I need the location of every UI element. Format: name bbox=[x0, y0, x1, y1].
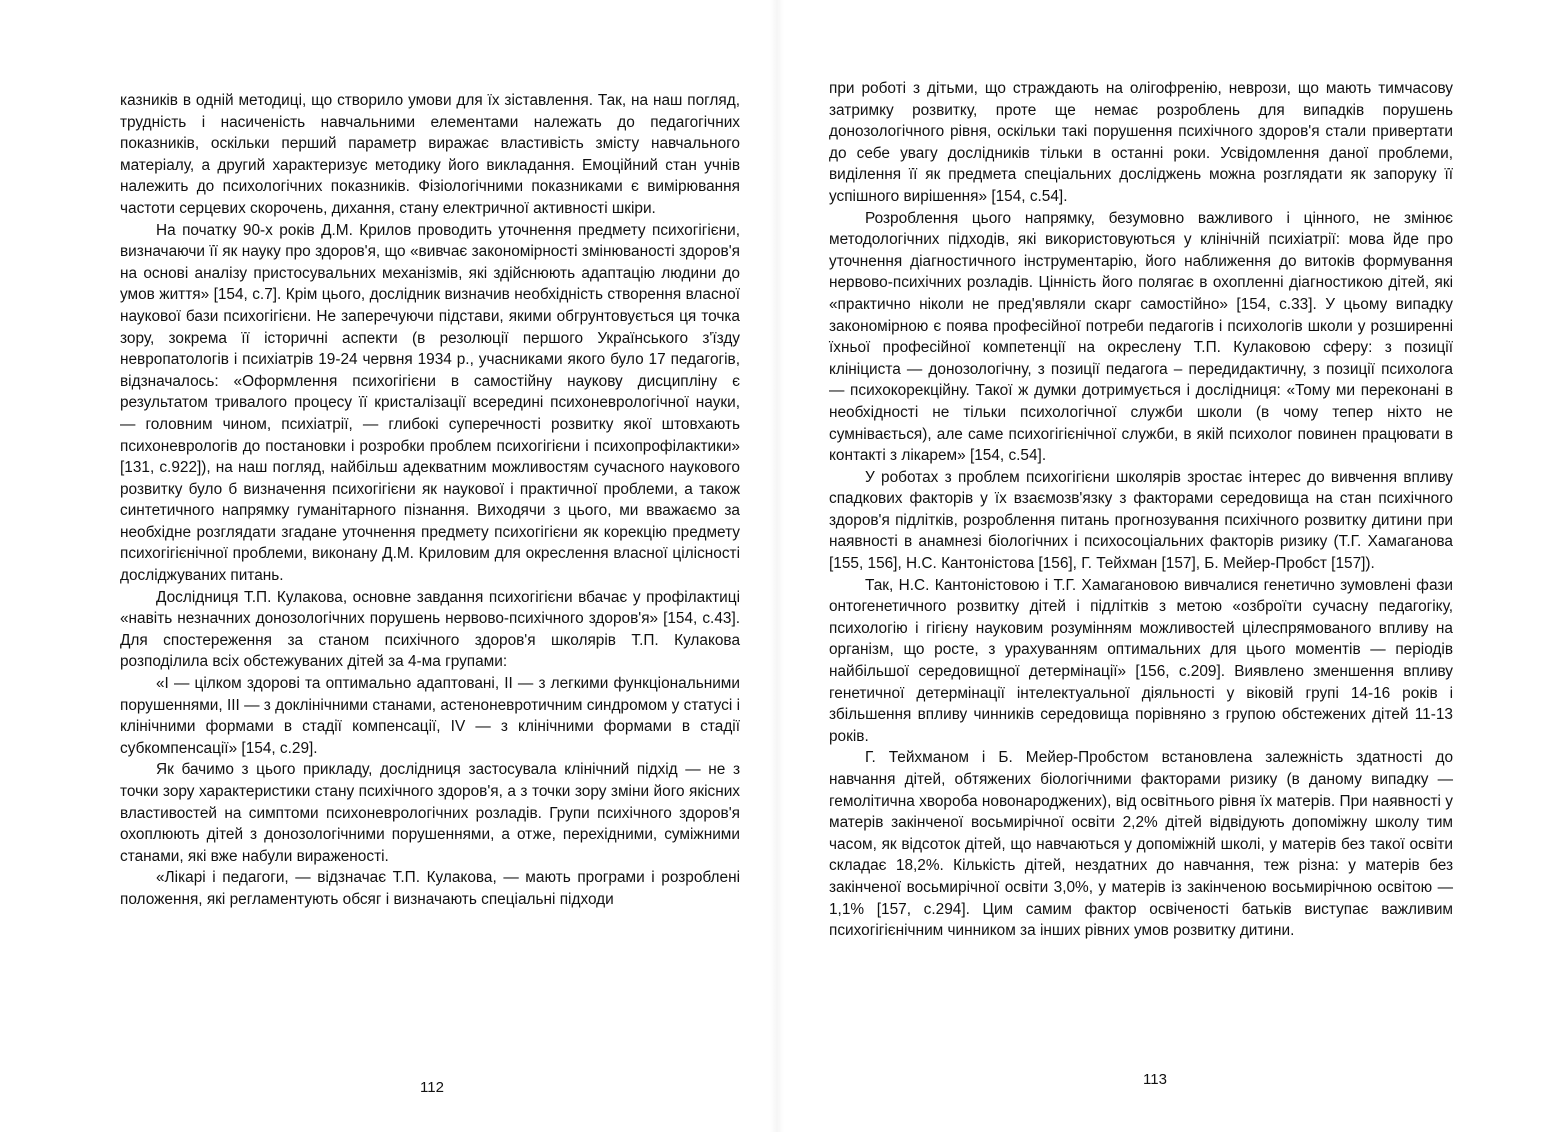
quote-paragraph: «Лікарі і педагоги, — відзначає Т.П. Кулакова, — мають програми і розроблені положення, які регламентують обсяг і визначають спеціальні підходи bbox=[120, 869, 740, 908]
paragraph: У роботах з проблем психогігієни школярів зростає інтерес до вивчення впливу спадкових факторів у їх взаємозв'язку з факторами середовища на стан психічного здоров'я підлітків, розроблення питань прогнозування психічного розвитку дитини при наявності в анамнезі біологічних і психосоціальних факторів ризику (Т.Г. Хамаганова [155, 156], Н.С. Кантоністова [156], Г. Тейхман [157], Б. Мейер-Пробст [157]). bbox=[829, 468, 1453, 573]
paragraph: Як бачимо з цього прикладу, дослідниця застосувала клінічний підхід — не з точки зору характеристики стану психічного здоров'я, а з точки зору зміни його якісних властивостей на симптоми психоневрологічних розладів. Групи психічного здоров'я охоплюють дітей з донозологічними порушеннями, а отже, перехідними, суміжними станами, які вже набули вираженості. bbox=[120, 761, 740, 865]
page-number: 113 bbox=[1143, 1071, 1167, 1088]
right-page bbox=[777, 0, 1554, 1132]
left-page-text bbox=[120, 90, 740, 911]
page-number: 112 bbox=[420, 1079, 444, 1096]
paragraph: Так, Н.С. Кантоністовою і Т.Г. Хамагановою вивчалися генетично зумовлені фази онтогенетичного розвитку дітей і підлітків з метою «озброїти сучасну педагогіку, психологію і гігієну науковим розумінням можливостей цілеспрямованого впливу на організм, що росте, з урахуванням оптимальних для цього моментів — періодів найбільшої середовищної детермінації» [156, с.209]. Виявлено зменшення впливу генетичної детермінації інтелектуальної діяльності у віковій групі 14-16 років і збільшення впливу чинників середовища порівняно з групою обстежених дітей 11-13 років. bbox=[829, 576, 1453, 745]
paragraph: Розроблення цього напрямку, безумовно важливого і цінного, не змінює методологічних підходів, які використовуються у клінічній психіатрії: мова йде про уточнення діагностичного інструментарію, його наближення до витоків формування нервово-психічних розладів. Цінність його полягає в охопленні діагностикою дітей, які «практично ніколи не пред'являли скарг самостійно» [154, с.33]. У цьому випадку закономірною є поява професійної потреби педагогів і психологів школи у розширенні їхньої професійної компетенції на окреслену Т.П. Кулаковою сферу: з позиції клініциста — донозологічну, з позиції педагога – передидактичну, з позиції психолога — психокорекційну. Такої ж думки дотримується і дослідниця: «Тому ми переконані в необхідності не тільки психологічної служби школи (в чому тепер ніхто не сумнівається), але саме психогігієнічної служби, в якій психолог повинен працювати в контакті з лікарем» [154, с.54]. bbox=[829, 209, 1453, 465]
quote-paragraph: «І — цілком здорові та оптимально адаптовані, II — з легкими функціональними порушеннями, III — з доклінічними станами, астеноневротичним синдромом у статусі і клінічними формами в стадії компенсації, IV — з клінічними формами в стадії субкомпенсації» [154, с.29]. bbox=[120, 675, 740, 757]
paragraph: На початку 90-х років Д.М. Крилов проводить уточнення предмету психогігієни, визначаючи її як науку про здоров'я, що «вивчає закономірності змінюваності здоров'я на основі аналізу пристосувальних механізмів, які здійснюють адаптацію людини до умов життя» [154, с.7]. Крім цього, дослідник визначив необхідність створення власної наукової бази психогігієни. Не заперечуючи підстави, якими обгрунтовується ця точка зору, зокрема її історичні аспекти (в резолюції першого Українського з'їзду невропатологів і психіатрів 19-24 червня 1934 р., учасниками якого було 17 педагогів, відзначалось: «Оформлення психогігієни в самостійну наукову дисципліну є результатом тривалого процесу її кристалізації всередині психоневрологічної науки, — головним чином, психіатрії, — глибокі суперечності розвитку якої штовхають психоневрологів до постановки і розробки проблем психогігієни і психопрофілактики» [131, с.922]), на наш погляд, найбільш адекватним можливостям сучасного наукового розвитку було б визначення психогігієни як наукової і практичної проблеми, а також синтетичного напрямку гуманітарного пізнання. Виходячи з цього, ми вважаємо за необхідне розглядати згадане уточнення предмету психогігієни як корекцію предмету психогігієнічної проблеми, виконану Д.М. Криловим для окреслення власної цілісності досліджуваних питань. bbox=[120, 221, 740, 585]
right-page-text bbox=[829, 78, 1453, 942]
paragraph: казників в одній методиці, що створило умови для їх зіставлення. Так, на наш погляд, трудність і насиченість навчальними елементами належать до педагогічних показників, оскільки перший параметр виражає властивість змісту навчального матеріалу, а другий характеризує методику його викладання. Емоційний стан учнів належить до психологічних показників. Фізіологічними показниками є вимірювання частоти серцевих скорочень, дихання, стану електричної активності шкіри. bbox=[120, 92, 740, 217]
paragraph: Дослідниця Т.П. Кулакова, основне завдання психогігієни вбачає у профілактиці «навіть незначних донозологічних порушень нервово-психічного здоров'я» [154, с.43]. Для спостереження за станом психічного здоров'я школярів Т.П. Кулакова розподілила всіх обстежуваних дітей за 4-ма групами: bbox=[120, 588, 740, 671]
paragraph: Г. Тейхманом і Б. Мейер-Пробстом встановлена залежність здатності до навчання дітей, обтяжених біологічними факторами ризику (в даному випадку — гемолітична хвороба новонароджених), від освітнього рівня їх матерів. При наявності у матерів закінченої восьмирічної освіти 2,2% дітей відвідують допоміжну школу тим часом, як відсоток дітей, що навчаються у допоміжній школі, у матерів без такої освіти складає 18,2%. Кількість дітей, нездатних до навчання, теж різна: у матерів без закінченої восьмирічної освіти 3,0%, у матерів із закінченою восьмирічною освітою — 1,1% [157, с.294]. Цим самим фактор освіченості батьків виступає важливим психогігієнічним чинником за інших рівних умов розвитку дитини. bbox=[829, 749, 1453, 940]
paragraph: при роботі з дітьми, що страждають на олігофренію, неврози, що мають тимчасову затримку розвитку, проте ще немає розроблень для випадків порушень донозологічного рівня, оскільки такі порушення психічного здоров'я стали привертати до себе увагу дослідників тільки в останні роки. Усвідомлення даної проблеми, виділення її як предмета спеціальних досліджень можна розглядати як запоруку її успішного вирішення» [154, с.54]. bbox=[829, 80, 1453, 205]
